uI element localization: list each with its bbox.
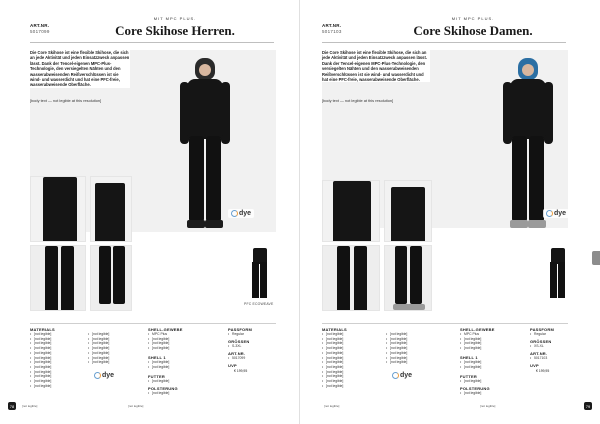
title-divider: [30, 42, 274, 43]
spec-item: • MPC Plus: [148, 332, 208, 337]
spec-shell1-list: [148, 360, 208, 369]
dye-logo-spec: dye: [91, 371, 117, 380]
detail-photo-3: [30, 245, 86, 311]
detail-photo-2: [384, 180, 432, 242]
spec-item: • Regular: [228, 332, 276, 337]
spec-item: • [not legible]: [386, 332, 448, 337]
title-divider: [322, 42, 566, 43]
right-page: [300, 0, 600, 424]
spec-item: • [not legible]: [322, 374, 380, 379]
spec-item: • [not legible]: [322, 346, 380, 351]
spec-item: • [not legible]: [386, 337, 448, 342]
spec-item: • XS-XL: [530, 344, 576, 349]
spec-item: • [not legible]: [148, 391, 208, 396]
spec-artnr-title: ART.NR.: [530, 351, 548, 356]
spec-padding-title: POLSTERUNG: [460, 386, 490, 391]
spec-shell-list: [460, 332, 518, 351]
brand-line: MIT MPC PLUS.: [451, 16, 495, 21]
dye-logo-icon: [392, 372, 399, 379]
spec-item: • [not legible]: [30, 365, 82, 370]
spec-fit-title: PASSFORM: [530, 327, 554, 332]
spec-shell1-title: SHELL 1: [148, 355, 166, 360]
detail-photo-3: [322, 245, 380, 311]
spec-item: • [not legible]: [30, 351, 82, 356]
spec-item: • [not legible]: [148, 379, 208, 384]
spec-item: • [not legible]: [30, 379, 82, 384]
spec-features-list: [88, 332, 142, 365]
spec-materials-list: [30, 332, 82, 388]
footer-right: [not legible]: [480, 404, 496, 408]
spec-item: • [not legible]: [386, 346, 448, 351]
spec-item: • [not legible]: [322, 332, 380, 337]
spec-materials-title: MATERIALS: [322, 327, 347, 332]
dye-logo-icon: [94, 372, 101, 379]
page-title: Core Skihose Damen.: [413, 23, 533, 38]
spec-item: • [not legible]: [460, 365, 518, 370]
spec-item: • [not legible]: [148, 341, 208, 346]
hero-model-photo: [493, 52, 563, 232]
brand-line: MIT MPC PLUS.: [153, 16, 197, 21]
body-text: [body text — not legible at this resolution]: [322, 98, 430, 103]
detail-photo-4: [384, 245, 432, 311]
photo-caption: PFC ECOWEAVE: [244, 302, 274, 306]
spec-item: • [not legible]: [460, 341, 518, 346]
spec-item: • [not legible]: [30, 360, 82, 365]
spec-item: • [not legible]: [30, 356, 82, 361]
price: € 199,95: [536, 369, 550, 373]
spec-item: • [not legible]: [322, 379, 380, 384]
spec-lining-list: [460, 379, 518, 384]
spec-materials-title: MATERIALS: [30, 327, 55, 332]
spec-shell-list: [148, 332, 208, 351]
spec-lining-title: FUTTER: [148, 374, 165, 379]
detail-photo-1: [322, 180, 380, 242]
spec-item: • [not legible]: [322, 365, 380, 370]
page-title: Core Skihose Herren.: [115, 23, 235, 38]
spec-item: • [not legible]: [30, 337, 82, 342]
spec-item: • [not legible]: [460, 346, 518, 351]
spec-item: • [not legible]: [30, 384, 82, 389]
spec-item: • [not legible]: [386, 360, 448, 365]
intro-text: Die Core Skihose ist eine flexible Skihose, die sich an jede Aktivität und jeden Einsatzzweck anpassen lässt. Dank der Tencel-eigenen MPC-Plus-Technologie, den versiegelten Nähten und den wasserabweisenden Reißverschlüssen ist sie wind- und wasserdicht und hat eine PFC-freie, wasserabweisende Oberfläche.: [30, 50, 130, 88]
spec-item: • [not legible]: [386, 341, 448, 346]
spec-item: • [not legible]: [148, 337, 208, 342]
spec-item: • [not legible]: [30, 374, 82, 379]
spec-shell1-list: [460, 360, 518, 369]
article-number-label: ART.NR.: [30, 23, 50, 28]
spec-divider: [30, 323, 276, 324]
detail-photo-2: [90, 176, 132, 242]
spec-item: • [not legible]: [322, 384, 380, 389]
spec-item: • [not legible]: [88, 337, 142, 342]
spec-item: • [not legible]: [148, 360, 208, 365]
footer-left: [not legible]: [324, 404, 340, 408]
spec-item: • [not legible]: [322, 360, 380, 365]
spec-item: • [not legible]: [148, 346, 208, 351]
spec-price-title: UVP: [228, 363, 237, 368]
spec-item: • S-3XL: [228, 344, 276, 349]
spec-features-list: [386, 332, 448, 365]
spec-item: • [not legible]: [88, 351, 142, 356]
spec-price-title: UVP: [530, 363, 539, 368]
dye-logo-icon: [231, 210, 238, 217]
footer-left: [not legible]: [22, 404, 38, 408]
spec-item: • [not legible]: [148, 365, 208, 370]
page-number: 78: [9, 403, 15, 409]
article-number: 5017103: [322, 29, 342, 34]
spec-item: • 5017099: [228, 356, 276, 361]
spec-item: • [not legible]: [322, 341, 380, 346]
spec-padding-list: [460, 391, 518, 396]
spec-item: • [not legible]: [88, 356, 142, 361]
back-view-photo: [245, 248, 275, 300]
dye-logo-icon: [546, 210, 553, 217]
spec-item: • [not legible]: [30, 332, 82, 337]
spec-artnr-list: [530, 356, 576, 361]
intro-text: Die Core Skihose ist eine flexible Skihose, die sich an jede Aktivität und jeden Einsatzzweck anpassen lässt. Dank der Tencel-eigenen MPC-Plus-Technologie, den versiegelten Nähten und den wasserabweisenden Reißverschlüssen ist sie wind- und wasserdicht und hat eine PFC-freie, wasserabweisende Oberfläche.: [322, 50, 430, 82]
spec-item: • [not legible]: [322, 370, 380, 375]
spec-item: • [not legible]: [322, 351, 380, 356]
base-layer: [187, 79, 223, 139]
spec-padding-title: POLSTERUNG: [148, 386, 178, 391]
spec-materials-list: [322, 332, 380, 388]
footer-center: [not legible]: [128, 404, 144, 408]
dye-logo: dye: [228, 209, 254, 218]
spec-item: • [not legible]: [460, 337, 518, 342]
article-number-label: ART.NR.: [322, 23, 342, 28]
spec-item: • [not legible]: [460, 379, 518, 384]
spec-fit-list: [228, 332, 276, 337]
spec-shell-title: SHELL-GEWEBE: [148, 327, 183, 332]
spec-shell1-title: SHELL 1: [460, 355, 478, 360]
spec-divider: [322, 323, 568, 324]
spec-artnr-list: [228, 356, 276, 361]
ski-pants: [512, 136, 527, 222]
spec-item: • [not legible]: [88, 341, 142, 346]
article-number: 5017099: [30, 29, 50, 34]
spec-item: • [not legible]: [88, 346, 142, 351]
spec-item: • [not legible]: [322, 356, 380, 361]
base-layer: [510, 79, 546, 139]
detail-photo-4: [90, 245, 132, 311]
spec-item: • [not legible]: [460, 360, 518, 365]
spec-item: • [not legible]: [88, 332, 142, 337]
price: € 199,95: [234, 369, 248, 373]
spec-fit-list: [530, 332, 576, 337]
back-view-photo: [543, 248, 573, 300]
spec-item: • [not legible]: [30, 370, 82, 375]
detail-photo-1: [30, 176, 86, 242]
spec-shell-title: SHELL-GEWEBE: [460, 327, 495, 332]
spec-sizes-title: GRÖSSEN: [530, 339, 552, 344]
spec-item: • [not legible]: [460, 391, 518, 396]
spec-item: • [not legible]: [30, 346, 82, 351]
spec-item: • Regular: [530, 332, 576, 337]
dye-logo: dye: [543, 209, 569, 218]
spec-sizes-list: [228, 344, 276, 349]
spec-sizes-title: GRÖSSEN: [228, 339, 250, 344]
spec-item: • MPC Plus: [460, 332, 518, 337]
spec-lining-title: FUTTER: [460, 374, 477, 379]
hero-model-photo: [170, 52, 240, 232]
spec-item: • [not legible]: [386, 351, 448, 356]
face: [199, 64, 211, 76]
spec-item: • 5017103: [530, 356, 576, 361]
face: [522, 64, 534, 76]
spec-padding-list: [148, 391, 208, 396]
spec-item: • [not legible]: [88, 360, 142, 365]
dye-logo-spec: dye: [389, 371, 415, 380]
spec-artnr-title: ART.NR.: [228, 351, 246, 356]
spec-item: • [not legible]: [30, 341, 82, 346]
ski-pants: [189, 136, 204, 222]
body-text: [body text — not legible at this resolution]: [30, 98, 130, 103]
spec-item: • [not legible]: [386, 356, 448, 361]
spec-sizes-list: [530, 344, 576, 349]
page-number: 79: [585, 403, 591, 409]
spec-lining-list: [148, 379, 208, 384]
spec-item: • [not legible]: [322, 337, 380, 342]
chapter-tab: [592, 251, 600, 265]
spec-fit-title: PASSFORM: [228, 327, 252, 332]
